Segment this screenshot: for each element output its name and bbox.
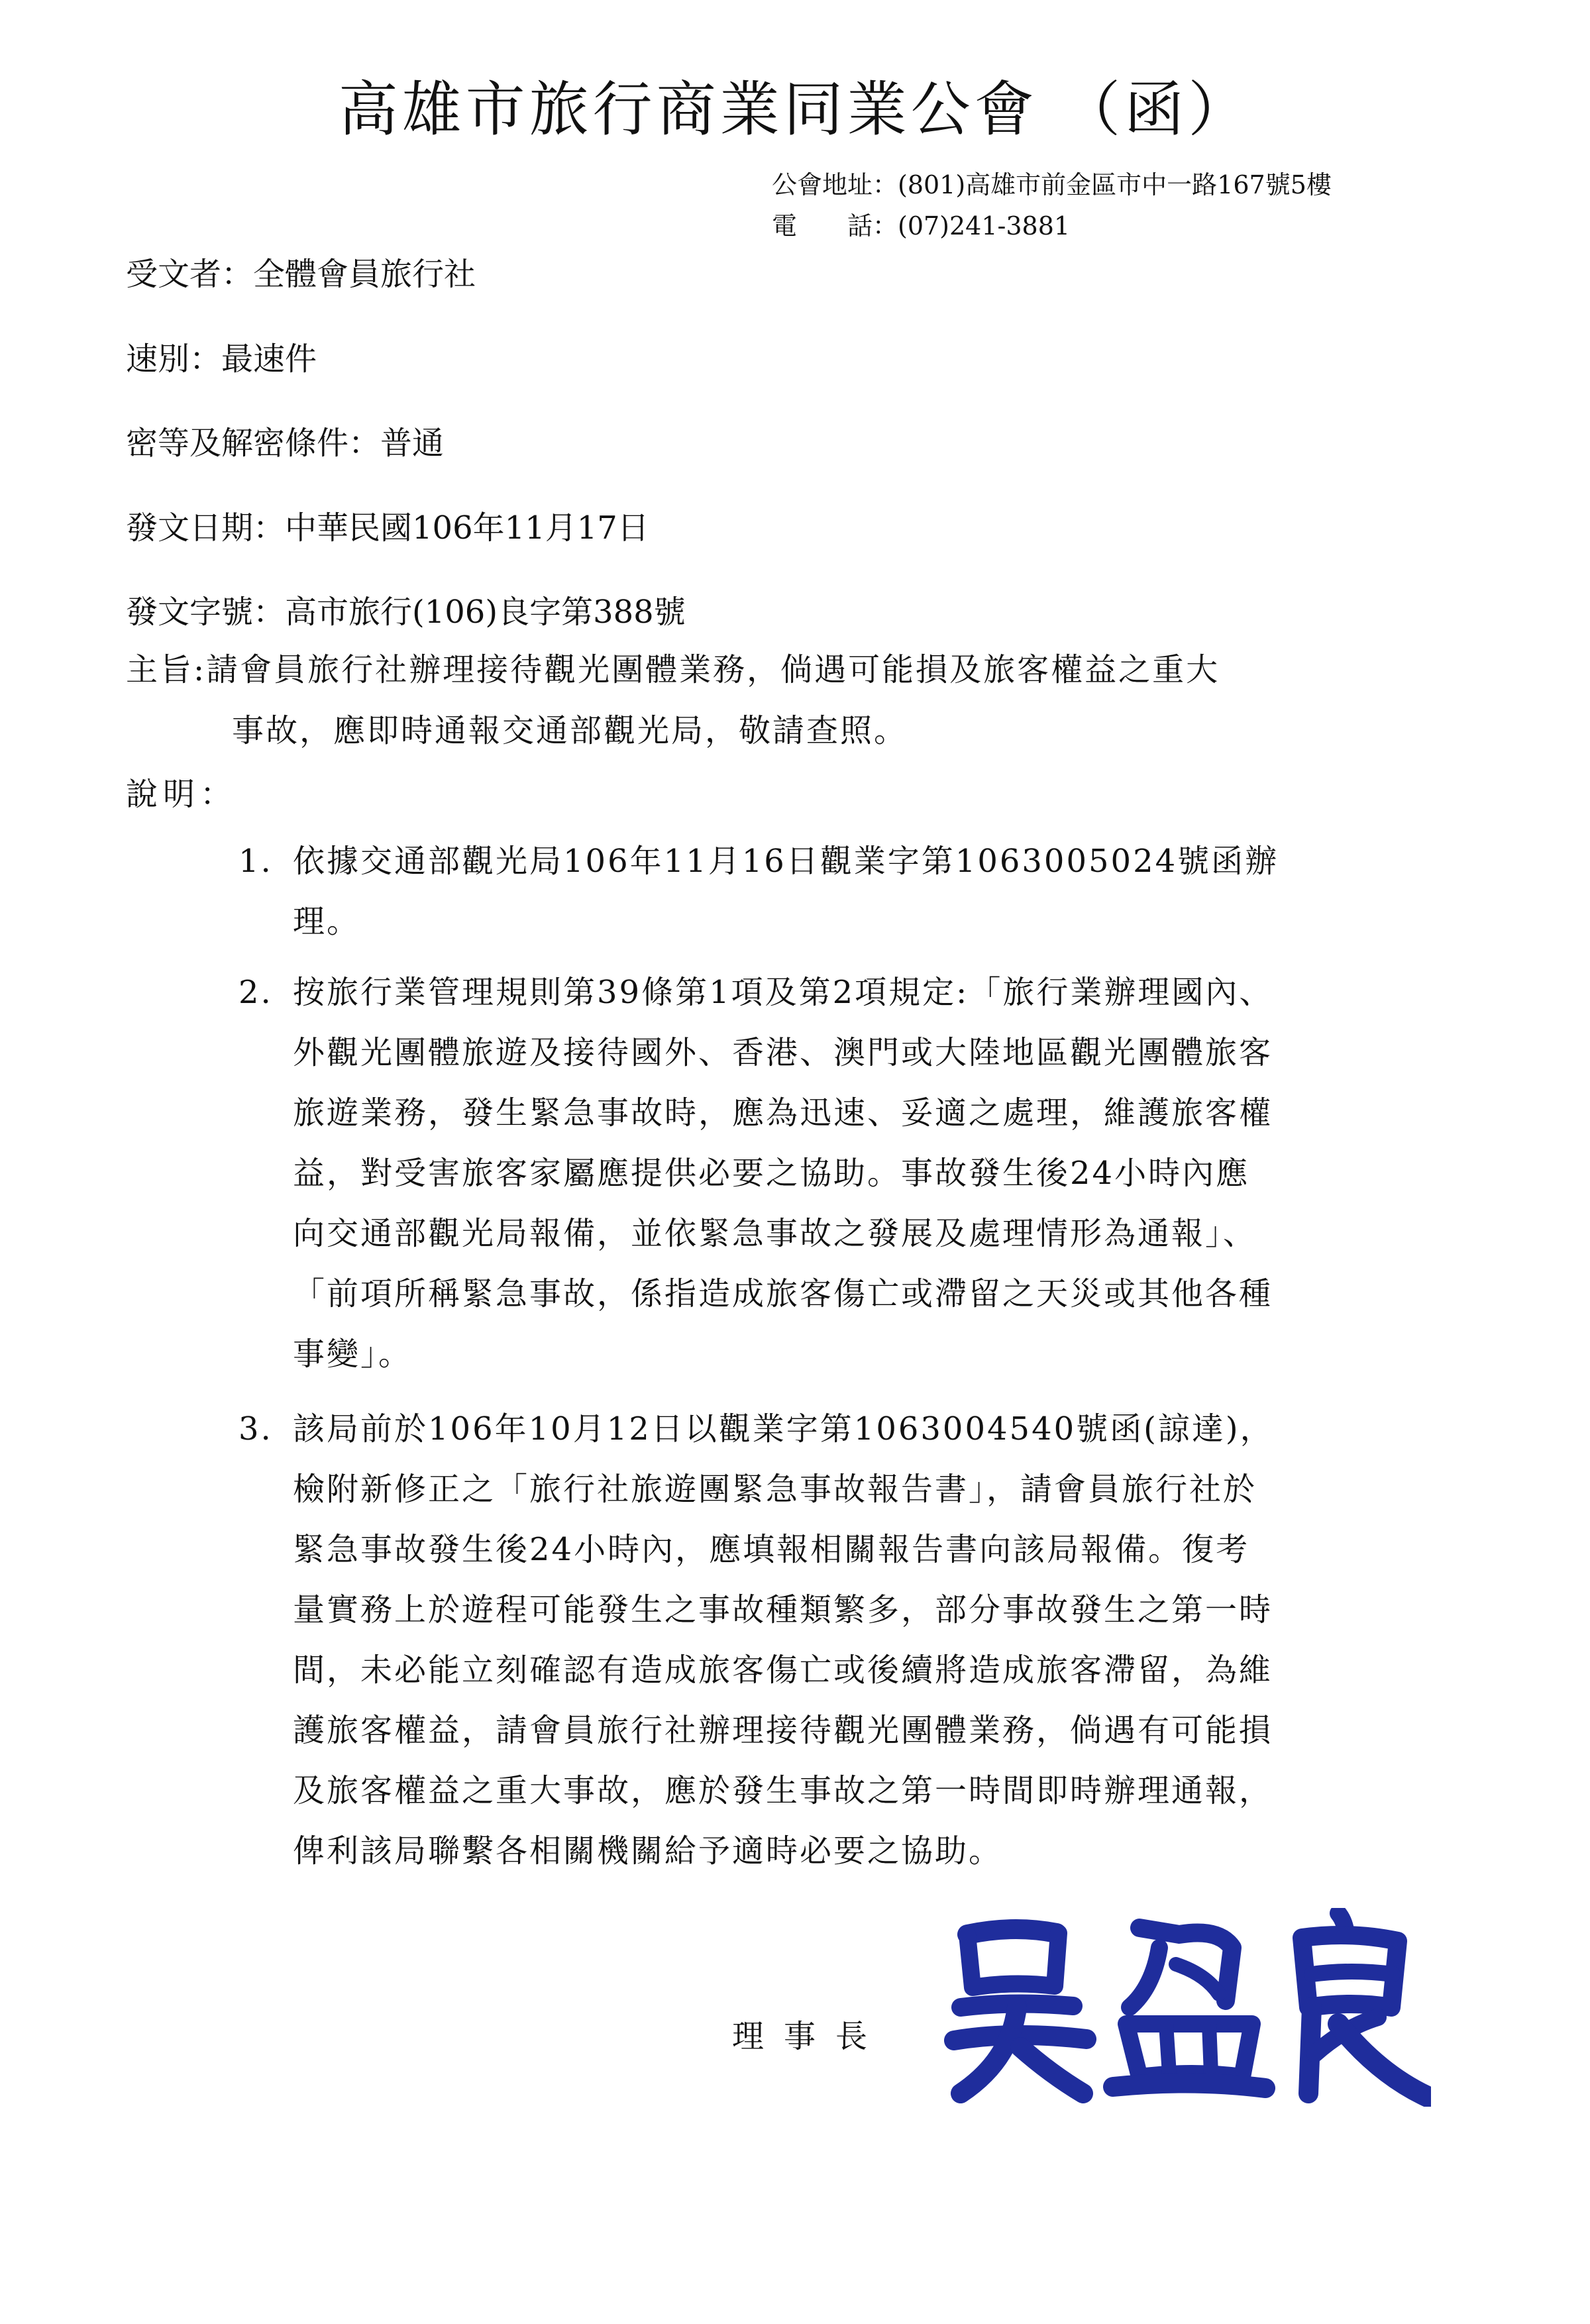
description-item-1 (238, 831, 1279, 952)
item-line: 間，未必能立刻確認有造成旅客傷亡或後續將造成旅客滯留，為維 (293, 1652, 1273, 1689)
item-line: 向交通部觀光局報備，並依緊急事故之發展及處理情形為通報」、 (293, 1215, 1257, 1252)
subject-block (126, 639, 1220, 761)
association-phone: 電 話：(07)241-3881 (772, 211, 1071, 240)
description-item-3 (238, 1399, 1274, 1881)
item-line: 「前項所稱緊急事故，係指造成旅客傷亡或滯留之天災或其他各種 (293, 1275, 1273, 1312)
date-line: 發文日期：中華民國106年11月17日 (126, 509, 649, 547)
page-title: 高雄市旅行商業同業公會 （函） (338, 75, 1252, 144)
item-line: 及旅客權益之重大事故，應於發生事故之第一時間即時辦理通報， (293, 1772, 1273, 1809)
item-line: 俾利該局聯繫各相關機關給予適時必要之協助。 (293, 1832, 1003, 1870)
doc-number-line: 發文字號：高市旅行(106)良字第388號 (126, 594, 686, 631)
subject-line: 事故，應即時通報交通部觀光局，敬請查照。 (232, 712, 908, 749)
subject-line: 主旨:請會員旅行社辦理接待觀光團體業務，倘遇可能損及旅客權益之重大 (126, 651, 1220, 688)
item-line: 外觀光團體旅遊及接待國外、香港、澳門或大陸地區觀光團體旅客 (293, 1034, 1273, 1071)
item-number: 3. (238, 1410, 273, 1448)
item-line: 依據交通部觀光局106年11月16日觀業字第1063005024號函辦 (293, 843, 1279, 880)
description-item-2 (238, 963, 1273, 1385)
chairman-title: 理事長 (732, 2018, 888, 2055)
item-number: 2. (238, 974, 273, 1011)
item-line: 量實務上於遊程可能發生之事故種類繁多，部分事故發生之第一時 (293, 1591, 1273, 1628)
item-line: 檢附新修正之「旅行社旅遊團緊急事故報告書」，請會員旅行社於 (293, 1471, 1257, 1508)
recipient-line: 受文者：全體會員旅行社 (126, 256, 476, 293)
item-line: 護旅客權益，請會員旅行社辦理接待觀光團體業務，倘遇有可能損 (293, 1712, 1273, 1749)
item-number: 1. (238, 843, 273, 880)
association-address: 公會地址：(801)高雄市前金區市中一路167號5樓 (772, 170, 1332, 199)
item-line: 事變」。 (293, 1336, 413, 1373)
item-line: 旅遊業務，發生緊急事故時，應為迅速、妥適之處理，維護旅客權 (293, 1094, 1273, 1132)
item-line: 理。 (293, 903, 361, 940)
item-line: 按旅行業管理規則第39條第1項及第2項規定:「旅行業辦理國內、 (293, 974, 1273, 1011)
speed-line: 速別：最速件 (126, 341, 317, 378)
description-label: 說明： (126, 776, 238, 813)
confidentiality-line: 密等及解密條件：普通 (126, 425, 445, 462)
item-line: 益，對受害旅客家屬應提供必要之協助。事故發生後24小時內應 (293, 1155, 1250, 1192)
item-line: 緊急事故發生後24小時內，應填報相關報告書向該局報備。復考 (293, 1531, 1250, 1568)
item-line: 該局前於106年10月12日以觀業字第1063004540號函(諒達)， (293, 1410, 1274, 1448)
signature-image (941, 1908, 1431, 2107)
contact-info (772, 164, 1332, 246)
